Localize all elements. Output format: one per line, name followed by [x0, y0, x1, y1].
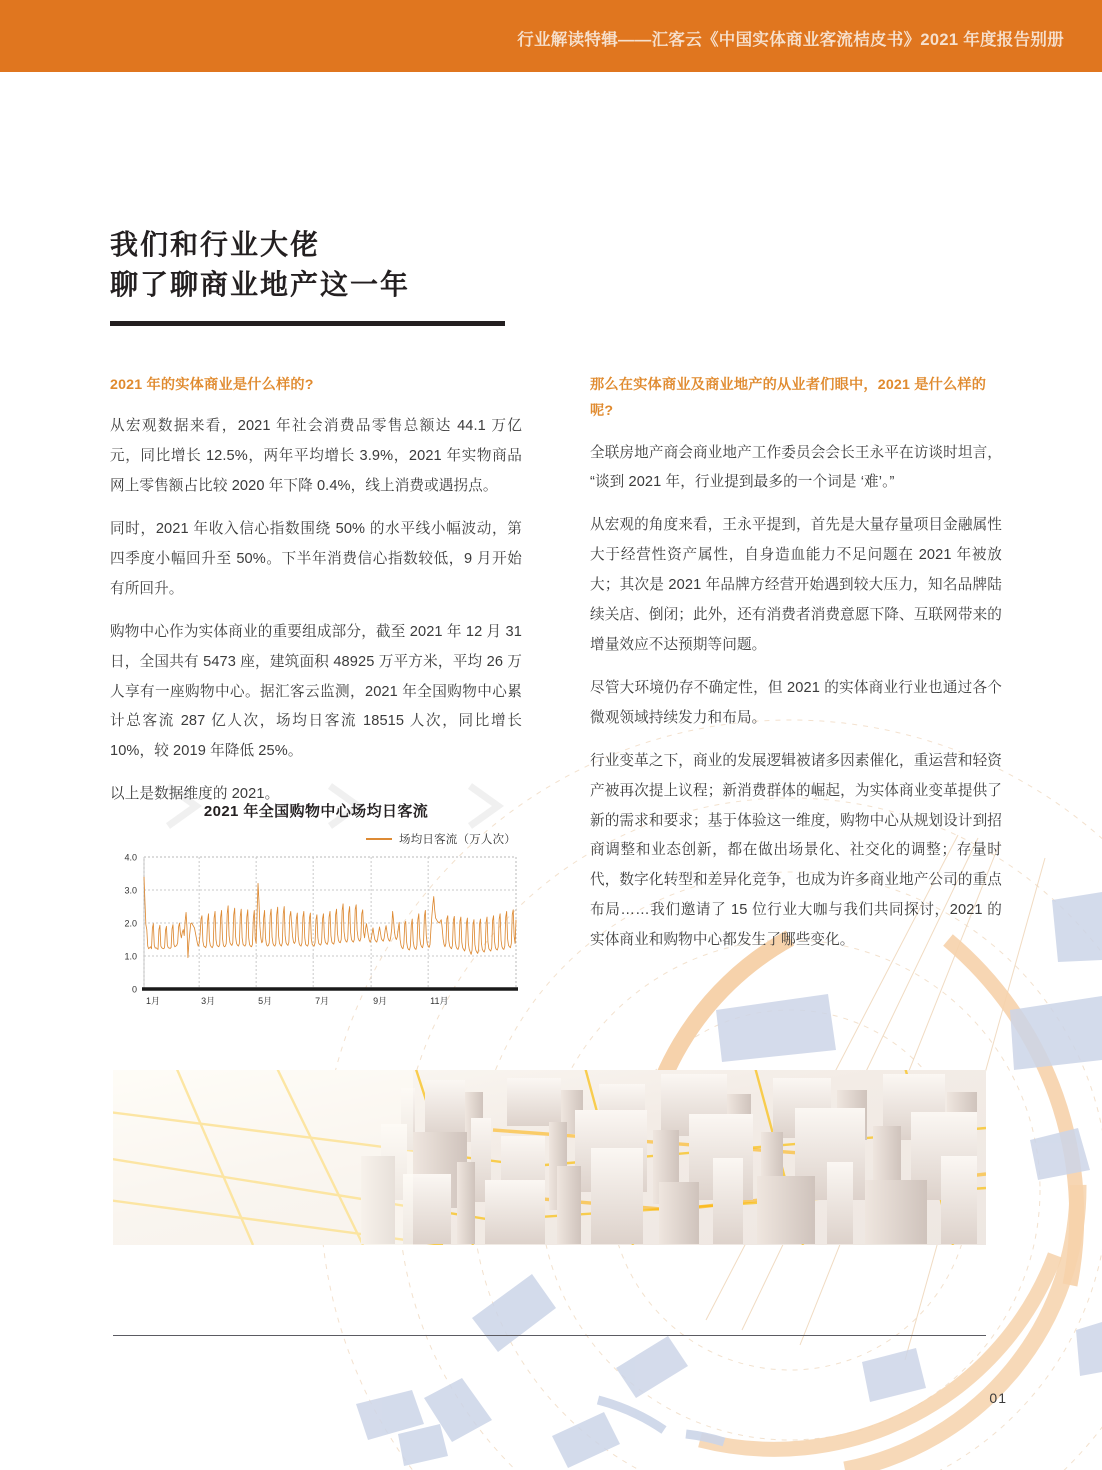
- svg-text:1月: 1月: [146, 996, 161, 1006]
- chart-title: 2021 年全国购物中心场均日客流: [203, 803, 429, 820]
- svg-text:11月: 11月: [430, 996, 449, 1006]
- right-column-lede: 那么在实体商业及商业地产的从业者们眼中，2021 是什么样的呢?: [590, 377, 987, 420]
- chart-plot-area: [110, 851, 522, 1019]
- title-underline-rule: [110, 321, 505, 326]
- page-number: 01: [989, 1390, 1007, 1406]
- svg-text:2.0: 2.0: [124, 918, 137, 929]
- page-title-line-2: 聊了聊商业地产这一年: [110, 268, 411, 300]
- svg-text:3.0: 3.0: [124, 885, 137, 896]
- right-paragraph-1: 全联房地产商会商业地产工作委员会会长王永平在访谈时坦言，“谈到 2021 年，行业提到最多的一个词是 ‘难’。”: [590, 444, 1002, 491]
- page-title: [110, 225, 505, 326]
- left-paragraph-1: 从宏观数据来看，2021 年社会消费品零售总额达 44.1 万亿元，同比增长 12.5%，两年平均增长 3.9%，2021 年实物商品网上零售额占比较 2020 年下降 0.4%，线上消费或遇拐点。: [110, 418, 522, 495]
- left-paragraph-3: 购物中心作为实体商业的重要组成部分，截至 2021 年 12 月 31 日，全国共有 5473 座，建筑面积 48925 万平方米，平均 26 万人享有一座购物中心。据汇客云监测，2021 年全国购物中心累计总客流 287 亿人次，场均日客流 18515 人次，同比增长 10%，较 2019 年降低 25%。: [110, 623, 522, 760]
- svg-text:7月: 7月: [315, 996, 330, 1006]
- running-header-band: [0, 0, 1102, 72]
- right-paragraph-2: 从宏观的角度来看，王永平提到，首先是大量存量项目金融属性大于经营性资产属性，自身造血能力不足问题在 2021 年被放大；其次是 2021 年品牌方经营开始遇到较大压力，知名品牌陆续关店、倒闭；此外，还有消费者消费意愿下降、互联网带来的增量效应不达预期等问题。: [590, 517, 1002, 653]
- legend-line-swatch: [366, 838, 392, 841]
- left-paragraph-4: 以上是数据维度的 2021。: [110, 786, 280, 803]
- left-paragraph-2: 同时，2021 年收入信心指数围绕 50% 的水平线小幅波动，第四季度小幅回升至 50%。下半年消费信心指数较低，9 月开始有所回升。: [110, 520, 522, 597]
- chart-legend: [110, 831, 522, 847]
- svg-text:4.0: 4.0: [124, 852, 137, 863]
- svg-text:0: 0: [131, 984, 137, 995]
- legend-label: 场均日客流（万人次）: [399, 834, 516, 846]
- right-paragraph-3: 尽管大环境仍存不确定性，但 2021 的实体商业行业也通过各个微观领域持续发力和布局。: [590, 679, 1002, 726]
- running-header-title: 行业解读特辑——汇客云《中国实体商业客流桔皮书》2021 年度报告别册: [517, 31, 1064, 49]
- left-column-lede: 2021 年的实体商业是什么样的?: [110, 377, 314, 393]
- page-title-line-1: 我们和行业大佬: [110, 229, 321, 260]
- right-paragraph-4: 行业变革之下，商业的发展逻辑被诸多因素催化，重运营和轻资产被再次提上议程；新消费群体的崛起，为实体商业变革提供了新的需求和要求；基于体验这一维度，购物中心从规划设计到招商调整和业态创新，都在做出场景化、社交化的调整；存量时代，数字化转型和差异化竞争，也成为许多商业地产公司的重点布局……我们邀请了 15 位行业大咖与我们共同探讨，2021 的实体商业和购物中心都发生了哪些变化。: [590, 752, 1002, 949]
- 3d-city-model-photo: [113, 1070, 986, 1245]
- svg-text:5月: 5月: [258, 996, 273, 1006]
- footer-divider-rule: [113, 1335, 986, 1336]
- daily-footfall-chart: [110, 800, 522, 1025]
- svg-text:9月: 9月: [373, 996, 388, 1006]
- right-column: [590, 372, 1002, 969]
- svg-text:1.0: 1.0: [124, 951, 137, 962]
- left-column: [110, 372, 522, 823]
- svg-text:3月: 3月: [201, 996, 216, 1006]
